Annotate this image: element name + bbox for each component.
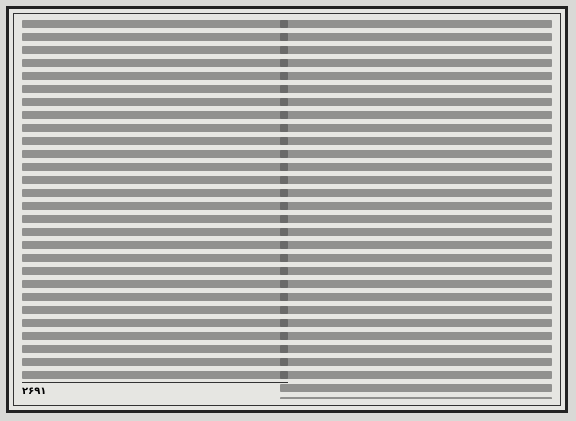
text-line-placeholder	[22, 215, 288, 223]
text-line-placeholder	[280, 111, 552, 119]
text-line-placeholder	[280, 46, 552, 54]
text-line-placeholder	[280, 189, 552, 197]
text-line-placeholder	[22, 267, 288, 275]
text-line-placeholder	[22, 124, 288, 132]
text-line-placeholder	[22, 189, 288, 197]
text-line-placeholder	[280, 202, 552, 210]
text-line-placeholder	[22, 20, 288, 28]
text-line-placeholder	[22, 319, 288, 327]
text-line-placeholder	[280, 397, 552, 399]
text-line-placeholder	[22, 85, 288, 93]
notice-inner-border	[13, 13, 561, 406]
text-line-placeholder	[22, 137, 288, 145]
text-line-placeholder	[22, 306, 288, 314]
text-line-placeholder	[22, 241, 288, 249]
text-line-placeholder	[280, 137, 552, 145]
text-line-placeholder	[22, 358, 288, 366]
text-line-placeholder	[22, 98, 288, 106]
text-line-placeholder	[280, 241, 552, 249]
text-line-placeholder	[280, 228, 552, 236]
text-lines	[22, 20, 288, 379]
text-line-placeholder	[22, 202, 288, 210]
text-line-placeholder	[280, 267, 552, 275]
text-line-placeholder	[280, 163, 552, 171]
notice-footer	[22, 382, 288, 399]
text-line-placeholder	[280, 98, 552, 106]
text-line-placeholder	[280, 280, 552, 288]
text-line-placeholder	[280, 254, 552, 262]
text-line-placeholder	[280, 176, 552, 184]
text-line-placeholder	[280, 371, 552, 379]
text-line-placeholder	[280, 293, 552, 301]
text-line-placeholder	[280, 20, 552, 28]
text-line-placeholder	[280, 358, 552, 366]
text-line-placeholder	[22, 176, 288, 184]
text-line-placeholder	[280, 319, 552, 327]
text-line-placeholder	[22, 332, 288, 340]
text-line-placeholder	[22, 280, 288, 288]
text-line-placeholder	[280, 332, 552, 340]
text-line-placeholder	[22, 345, 288, 353]
notice-number: ۲۶۹۱	[22, 385, 47, 397]
notice-frame	[6, 6, 568, 413]
text-line-placeholder	[280, 85, 552, 93]
text-line-placeholder	[22, 59, 288, 67]
text-line-placeholder	[22, 163, 288, 171]
text-line-placeholder	[280, 215, 552, 223]
text-line-placeholder	[280, 124, 552, 132]
text-line-placeholder	[22, 254, 288, 262]
right-text-column	[280, 20, 552, 399]
text-line-placeholder	[280, 306, 552, 314]
text-line-placeholder	[280, 59, 552, 67]
text-line-placeholder	[280, 72, 552, 80]
text-line-placeholder	[280, 345, 552, 353]
text-line-placeholder	[280, 150, 552, 158]
text-line-placeholder	[280, 33, 552, 41]
text-line-placeholder	[22, 371, 288, 379]
text-line-placeholder	[22, 72, 288, 80]
text-line-placeholder	[22, 150, 288, 158]
text-line-placeholder	[22, 46, 288, 54]
text-line-placeholder	[280, 384, 552, 392]
text-lines	[280, 20, 552, 399]
text-line-placeholder	[22, 33, 288, 41]
left-text-column	[22, 20, 288, 399]
text-line-placeholder	[22, 228, 288, 236]
text-line-placeholder	[22, 111, 288, 119]
text-line-placeholder	[22, 293, 288, 301]
